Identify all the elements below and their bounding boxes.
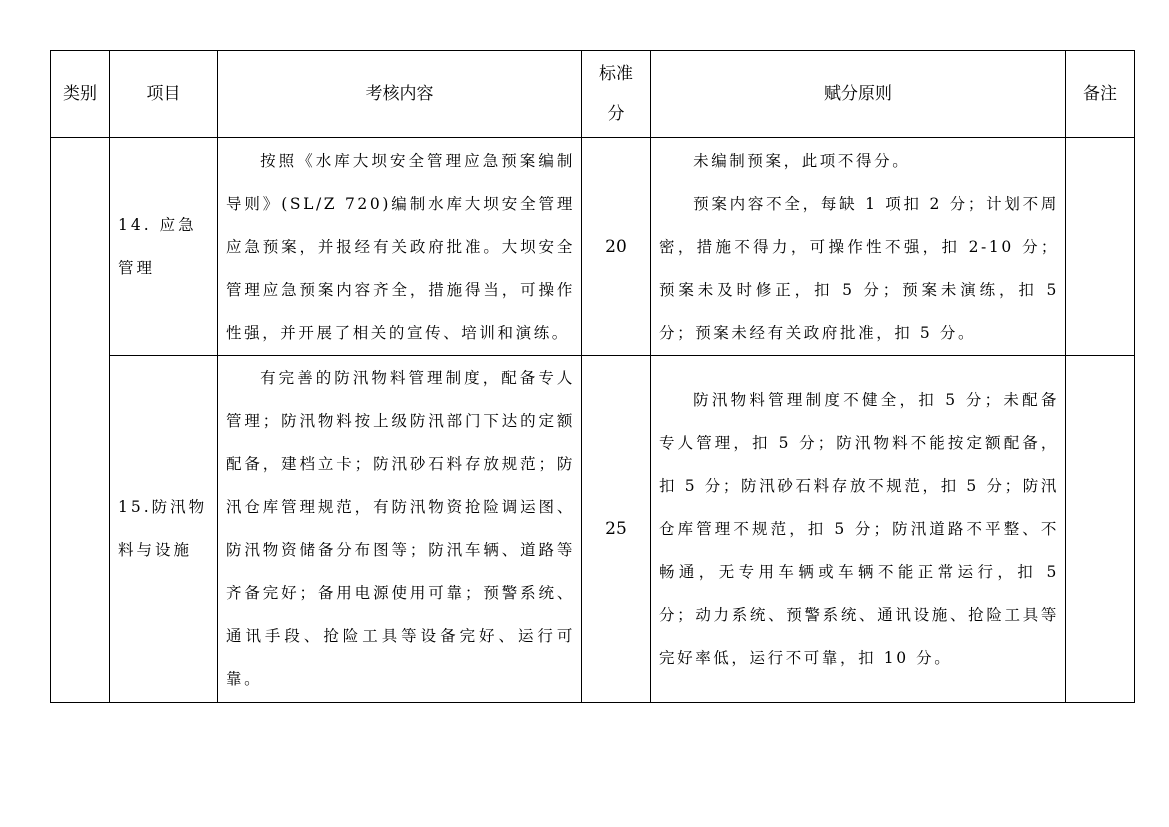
header-remark: 备注 (1066, 51, 1135, 138)
item-cell: 15.防汛物料与设施 (110, 356, 218, 703)
header-principle: 赋分原则 (651, 51, 1066, 138)
principle-text: 预案内容不全，每缺 1 项扣 2 分；计划不周密，措施不得力，可操作性不强，扣 2-10 分；预案未及时修正，扣 5 分；预案未演练，扣 5 分；预案未经有关政府批准，扣 5 分。 (659, 195, 1059, 342)
remark-cell (1066, 356, 1135, 703)
assessment-table (50, 50, 1135, 703)
remark-cell (1066, 138, 1135, 356)
header-content: 考核内容 (218, 51, 582, 138)
content-cell (218, 356, 582, 703)
principle-text: 防汛物料管理制度不健全，扣 5 分；未配备专人管理，扣 5 分；防汛物料不能按定额配备，扣 5 分；防汛砂石料存放不规范，扣 5 分；防汛仓库管理不规范，扣 5 分；防汛道路不平整、不畅通，无专用车辆或车辆不能正常运行，扣 5 分；动力系统、预警系统、通讯设施、抢险工具等完好率低，运行不可靠，扣 10 分。 (659, 390, 1059, 667)
header-item: 项目 (110, 51, 218, 138)
principle-cell (651, 138, 1066, 356)
item-cell: 14. 应急管理 (110, 138, 218, 356)
table-row (51, 138, 1135, 356)
table-header-row (51, 51, 1135, 138)
content-cell (218, 138, 582, 356)
principle-text: 未编制预案，此项不得分。 (693, 152, 911, 170)
content-text: 有完善的防汛物料管理制度，配备专人管理；防汛物料按上级防汛部门下达的定额配备，建档立卡；防汛砂石料存放规范；防汛仓库管理规范，有防汛物资抢险调运图、防汛物资储备分布图等；防汛车辆、道路等齐备完好；备用电源使用可靠；预警系统、通讯手段、抢险工具等设备完好、运行可靠。 (226, 369, 575, 688)
content-text: 按照《水库大坝安全管理应急预案编制导则》(SL/Z 720)编制水库大坝安全管理应急预案，并报经有关政府批准。大坝安全管理应急预案内容齐全，措施得当，可操作性强，并开展了相关的宣传、培训和演练。 (226, 152, 575, 342)
header-score: 标准 分 (582, 51, 651, 138)
category-cell (51, 138, 110, 703)
principle-cell (651, 356, 1066, 703)
header-category: 类别 (51, 51, 110, 138)
table-row (51, 356, 1135, 703)
score-cell: 20 (582, 138, 651, 356)
score-cell: 25 (582, 356, 651, 703)
